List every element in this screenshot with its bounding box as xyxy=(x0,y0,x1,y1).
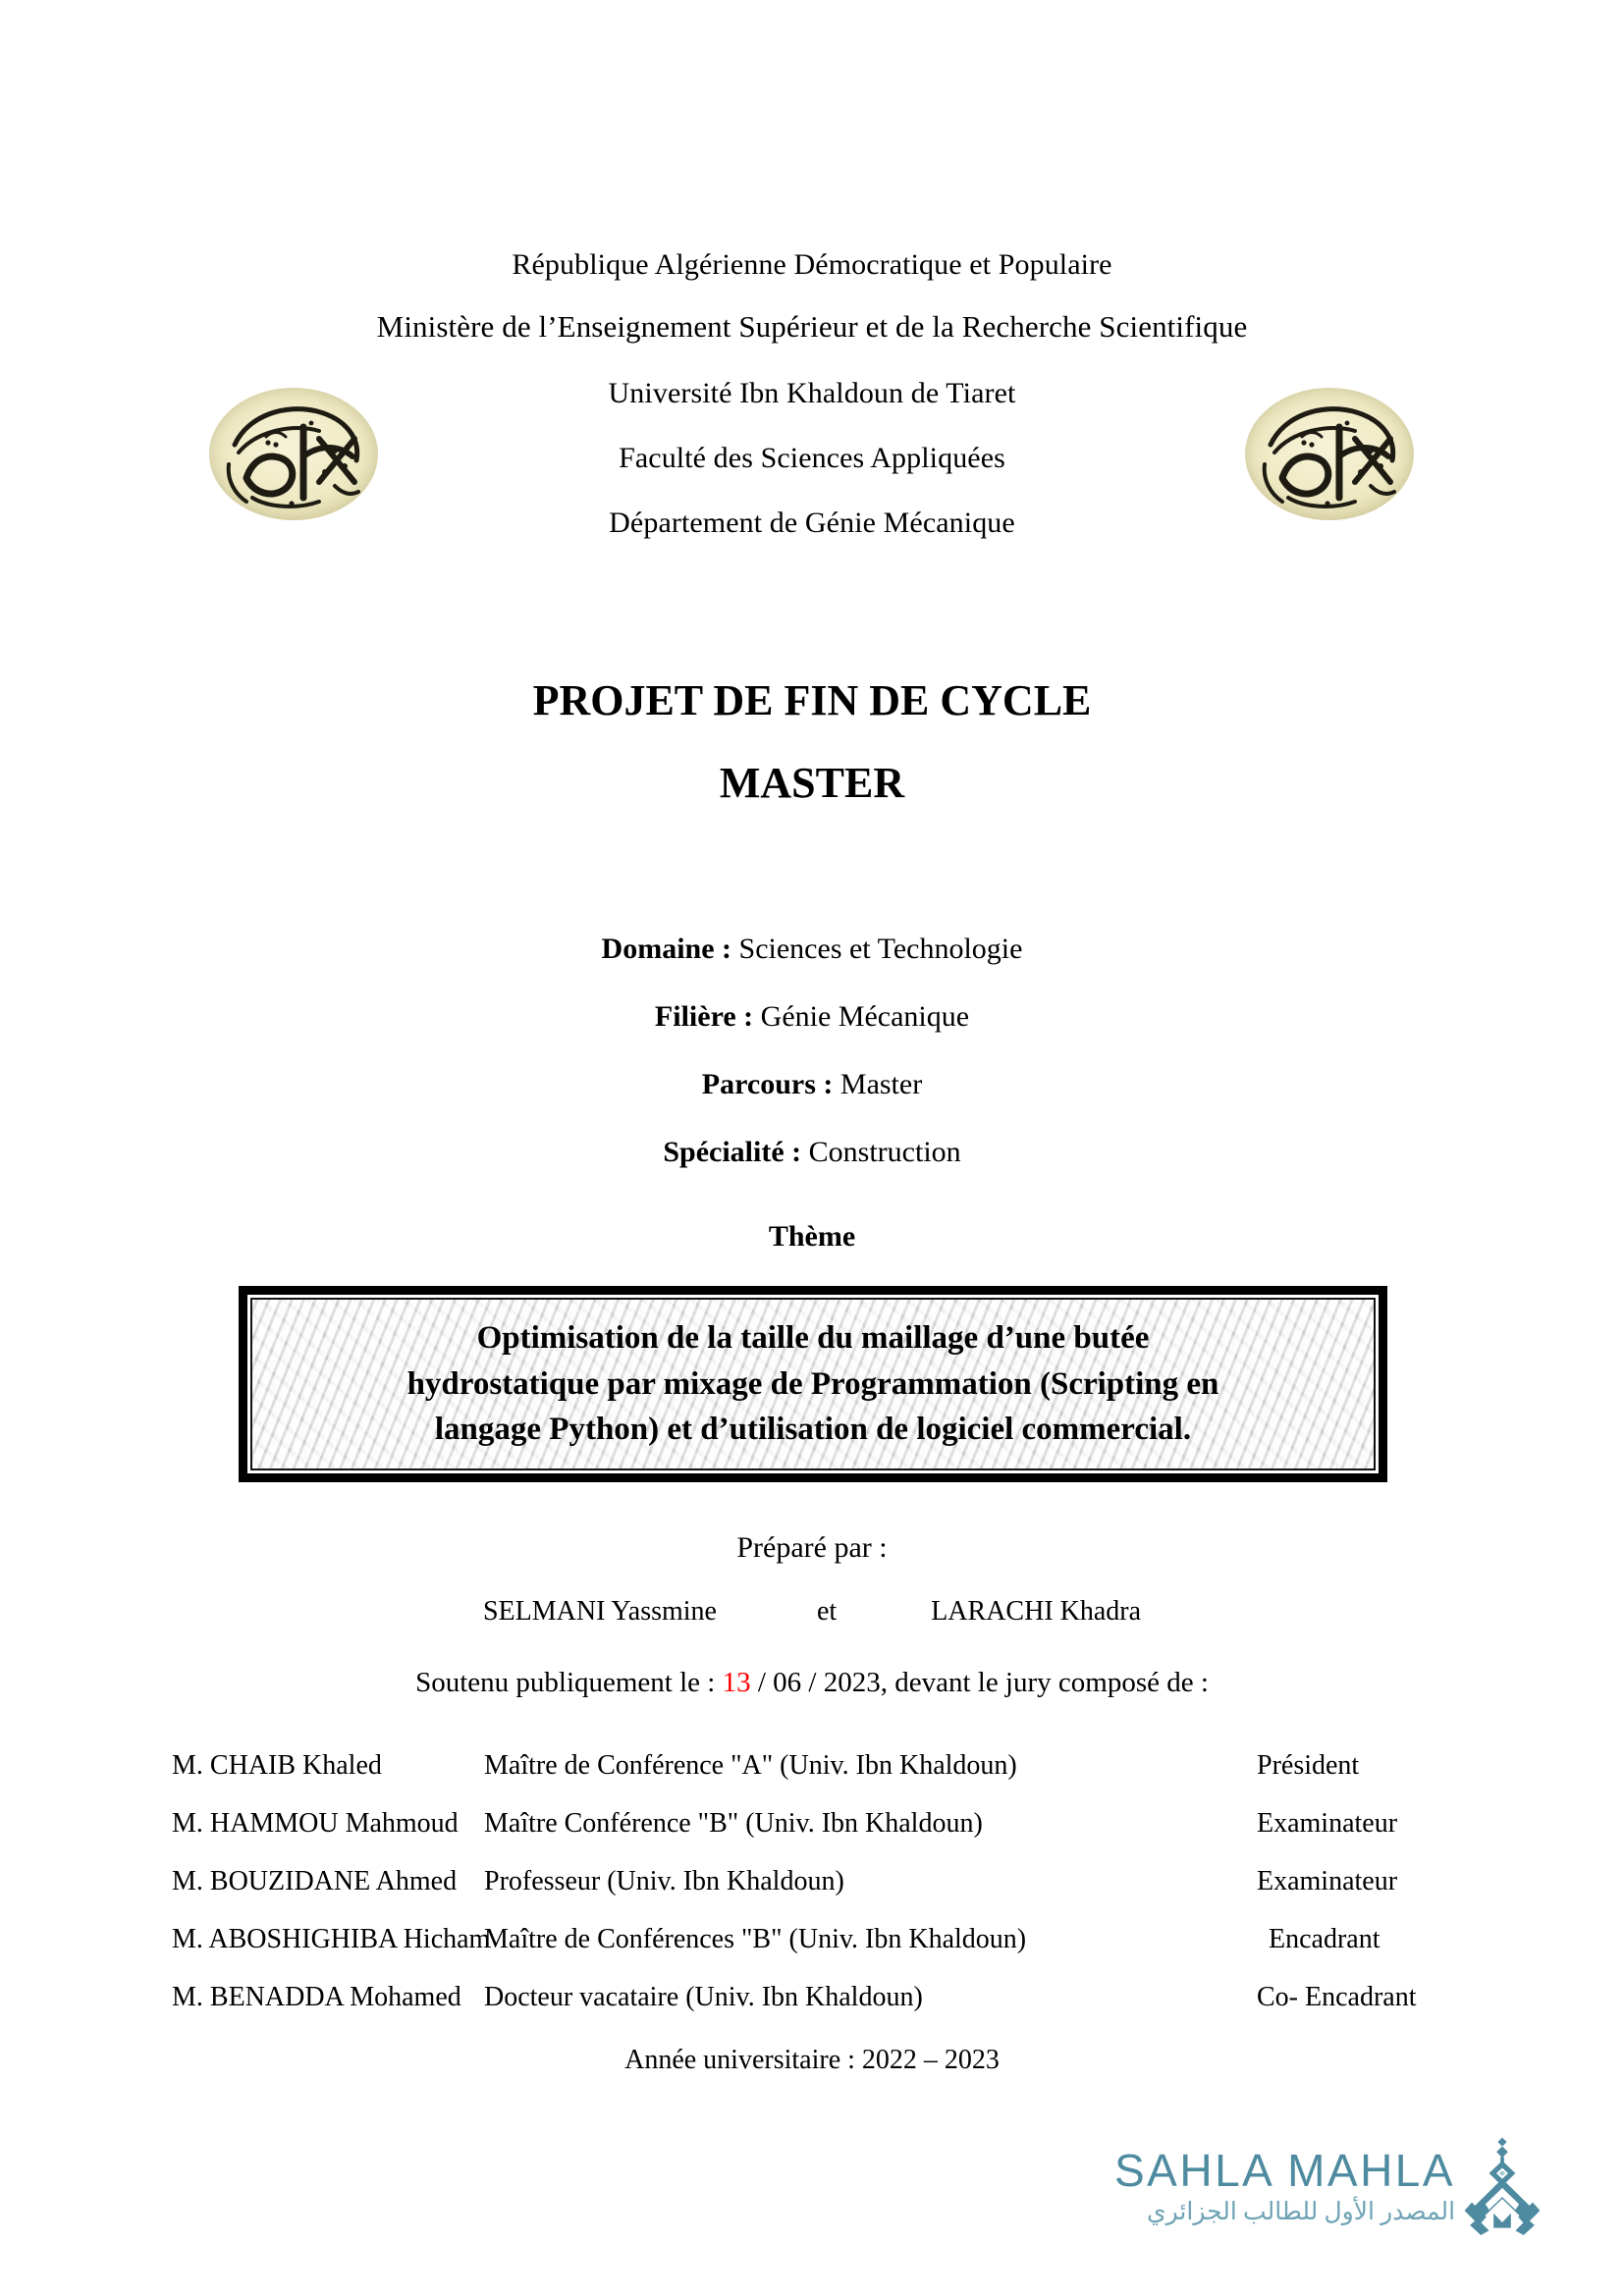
field-domaine-value: Sciences et Technologie xyxy=(738,933,1023,965)
theme-text xyxy=(382,1315,1245,1454)
field-parcours xyxy=(0,1070,1624,1099)
jury-member-role: Co- Encadrant xyxy=(1257,1982,1417,2012)
table-row xyxy=(172,1808,1468,1866)
field-filiere-label: Filière : xyxy=(654,1000,754,1033)
theme-line1: Optimisation de la taille du maillage d’une butée xyxy=(476,1319,1150,1356)
jury-member-name: M. ABOSHIGHIBA Hicham xyxy=(172,1924,491,1954)
field-specialite xyxy=(0,1138,1624,1167)
jury-member-role: Président xyxy=(1257,1750,1360,1781)
jury-member-name: M. CHAIB Khaled xyxy=(172,1750,382,1781)
field-specialite-value: Construction xyxy=(808,1136,961,1168)
jury-member-role: Examinateur xyxy=(1257,1866,1398,1896)
defense-rest: / 06 / 2023, devant le jury composé de : xyxy=(757,1667,1209,1698)
page-title-line1: PROJET DE FIN DE CYCLE xyxy=(532,676,1092,724)
sahla-mahla-watermark xyxy=(1114,2128,1546,2244)
university-seal-logo-left xyxy=(209,388,378,520)
header-line-department: Département de Génie Mécanique xyxy=(609,507,1015,539)
sahla-mahla-emblem-icon xyxy=(1459,2131,1546,2241)
table-row xyxy=(172,1924,1468,1982)
authors-conjunction: et xyxy=(816,1596,838,1627)
field-domaine xyxy=(0,934,1624,964)
theme-line3: langage Python) et d’utilisation de logiciel commercial. xyxy=(434,1412,1192,1448)
table-row xyxy=(172,1866,1468,1924)
field-filiere-value: Génie Mécanique xyxy=(760,1000,970,1033)
watermark-subtitle: المصدر الأول للطالب الجزائري xyxy=(1147,2199,1456,2225)
table-row xyxy=(172,1982,1468,2040)
table-row xyxy=(172,1750,1468,1808)
author-first: SELMANI Yassmine xyxy=(482,1596,717,1627)
author-second: LARACHI Khadra xyxy=(931,1596,1142,1627)
field-parcours-label: Parcours : xyxy=(701,1068,834,1100)
defense-day: 13 xyxy=(722,1667,751,1698)
page-title-line2: MASTER xyxy=(719,759,905,807)
theme-box xyxy=(239,1286,1387,1482)
watermark-text xyxy=(1114,2145,1456,2225)
jury-member-role: Encadrant xyxy=(1269,1924,1380,1954)
theme-label: Thème xyxy=(768,1220,856,1253)
header-line-country: République Algérienne Démocratique et Populaire xyxy=(512,248,1112,281)
defense-prefix: Soutenu publiquement le : xyxy=(415,1667,716,1698)
jury-member-title: Maître de Conférence "A" (Univ. Ibn Khaldoun) xyxy=(484,1750,1017,1781)
field-domaine-label: Domaine : xyxy=(601,933,732,965)
jury-member-name: M. BENADDA Mohamed xyxy=(172,1982,461,2012)
field-specialite-label: Spécialité : xyxy=(663,1136,802,1168)
page-title xyxy=(0,676,1624,807)
jury-member-name: M. HAMMOU Mahmoud xyxy=(172,1808,459,1839)
jury-member-name: M. BOUZIDANE Ahmed xyxy=(172,1866,458,1896)
header-line-faculty: Faculté des Sciences Appliquées xyxy=(619,442,1005,474)
jury-member-role: Examinateur xyxy=(1257,1808,1398,1839)
authors-row xyxy=(0,1598,1624,1626)
field-filiere xyxy=(0,1002,1624,1032)
jury-member-title: Professeur (Univ. Ibn Khaldoun) xyxy=(484,1866,844,1896)
jury-member-title: Maître Conférence "B" (Univ. Ibn Khaldoun) xyxy=(484,1808,983,1839)
university-seal-logo-right xyxy=(1245,388,1414,520)
jury-table xyxy=(172,1750,1468,2040)
field-parcours-value: Master xyxy=(839,1068,923,1100)
watermark-title: SAHLA MAHLA xyxy=(1114,2145,1456,2196)
jury-member-title: Docteur vacataire (Univ. Ibn Khaldoun) xyxy=(484,1982,923,2012)
degree-fields xyxy=(0,934,1624,1205)
theme-line2: hydrostatique par mixage de Programmation (Scripting en xyxy=(406,1365,1219,1402)
prepared-by-label: Préparé par : xyxy=(736,1531,888,1564)
theme-box-inner xyxy=(250,1298,1376,1470)
academic-year: Année universitaire : 2022 – 2023 xyxy=(624,2045,1000,2075)
defense-line xyxy=(0,1669,1624,1697)
jury-member-title: Maître de Conférences "B" (Univ. Ibn Khaldoun) xyxy=(484,1924,1027,1954)
header-line-ministry: Ministère de l’Enseignement Supérieur et de la Recherche Scientifique xyxy=(376,309,1248,344)
header-line-university: Université Ibn Khaldoun de Tiaret xyxy=(608,377,1016,409)
